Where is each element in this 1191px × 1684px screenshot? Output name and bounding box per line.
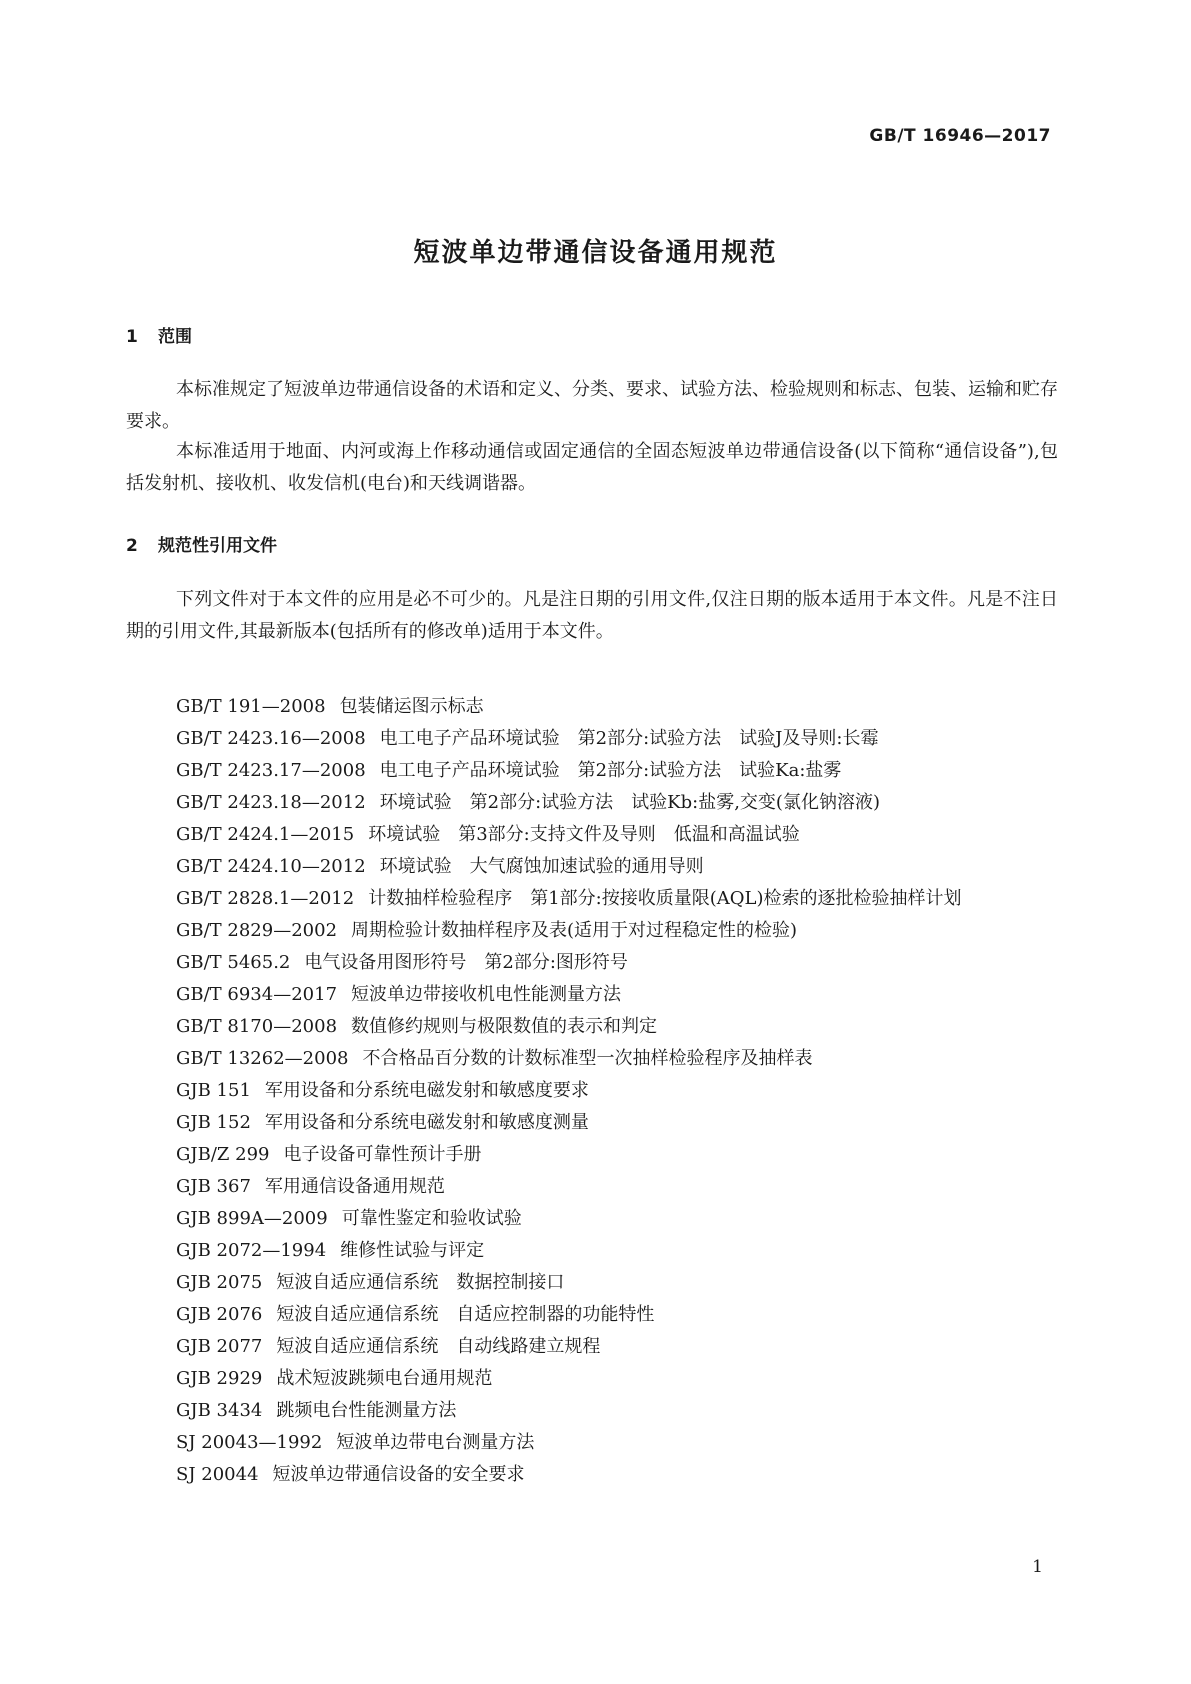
reference-code: GJB 3434 (176, 1400, 263, 1421)
reference-title: 短波单边带通信设备的安全要求 (272, 1464, 525, 1485)
section-heading-scope (126, 322, 192, 347)
reference-code: SJ 20044 (176, 1464, 259, 1485)
reference-code: GB/T 8170—2008 (176, 1016, 338, 1037)
reference-title: 短波单边带接收机电性能测量方法 (351, 984, 622, 1005)
section-number: 1 (126, 327, 138, 347)
reference-code: GJB 367 (176, 1176, 251, 1197)
reference-title: 环境试验 大气腐蚀加速试验的通用导则 (379, 856, 704, 877)
reference-code: GB/T 6934—2017 (176, 984, 338, 1005)
reference-code: GJB 2072—1994 (176, 1240, 327, 1261)
reference-code: GJB 899A—2009 (176, 1208, 328, 1229)
reference-item (126, 1235, 1058, 1267)
section-heading-normative-references (126, 531, 277, 556)
reference-title: 环境试验 第2部分:试验方法 试验Kb:盐雾,交变(氯化钠溶液) (379, 792, 880, 813)
reference-item (126, 755, 1058, 787)
page-number: 1 (1032, 1557, 1043, 1577)
reference-item (126, 1395, 1058, 1427)
reference-title: 军用设备和分系统电磁发射和敏感度要求 (264, 1080, 589, 1101)
reference-item (126, 1363, 1058, 1395)
reference-title: 数值修约规则与极限数值的表示和判定 (351, 1016, 658, 1037)
reference-code: GB/T 2423.16—2008 (176, 728, 366, 749)
reference-list (126, 691, 1058, 1491)
section-title: 范围 (158, 327, 192, 347)
reference-item (126, 1459, 1058, 1491)
reference-title: 环境试验 第3部分:支持文件及导则 低温和高温试验 (368, 824, 800, 845)
reference-code: GJB 151 (176, 1080, 251, 1101)
reference-item (126, 819, 1058, 851)
reference-title: 战术短波跳频电台通用规范 (276, 1368, 493, 1389)
reference-title: 电工电子产品环境试验 第2部分:试验方法 试验J及导则:长霉 (379, 728, 879, 749)
reference-title: 跳频电台性能测量方法 (276, 1400, 457, 1421)
reference-item (126, 723, 1058, 755)
reference-item (126, 1299, 1058, 1331)
document-title: 短波单边带通信设备通用规范 (413, 238, 778, 268)
reference-title: 短波自适应通信系统 自适应控制器的功能特性 (276, 1304, 655, 1325)
reference-item (126, 1267, 1058, 1299)
reference-item (126, 979, 1058, 1011)
reference-item (126, 1139, 1058, 1171)
reference-title: 电工电子产品环境试验 第2部分:试验方法 试验Ka:盐雾 (379, 760, 842, 781)
section-number: 2 (126, 536, 138, 556)
reference-item (126, 851, 1058, 883)
reference-item (126, 947, 1058, 979)
reference-item (126, 1331, 1058, 1363)
reference-item (126, 1203, 1058, 1235)
reference-item (126, 1075, 1058, 1107)
reference-item (126, 1043, 1058, 1075)
standard-number: GB/T 16946—2017 (869, 126, 1051, 146)
reference-item (126, 1171, 1058, 1203)
reference-title: 短波自适应通信系统 自动线路建立规程 (276, 1336, 601, 1357)
reference-code: GB/T 2424.1—2015 (176, 824, 355, 845)
reference-item (126, 883, 1058, 915)
reference-title: 电气设备用图形符号 第2部分:图形符号 (304, 952, 628, 973)
reference-code: GJB 2075 (176, 1272, 263, 1293)
reference-code: GB/T 5465.2 (176, 952, 291, 973)
reference-code: GB/T 2424.10—2012 (176, 856, 366, 877)
reference-code: GB/T 2828.1—2012 (176, 888, 355, 909)
reference-title: 计数抽样检验程序 第1部分:按接收质量限(AQL)检索的逐批检验抽样计划 (368, 888, 962, 909)
reference-title: 可靠性鉴定和验收试验 (341, 1208, 522, 1229)
reference-title: 电子设备可靠性预计手册 (283, 1144, 482, 1165)
reference-code: SJ 20043—1992 (176, 1432, 323, 1453)
reference-title: 短波单边带电台测量方法 (336, 1432, 535, 1453)
reference-item (126, 691, 1058, 723)
reference-code: GJB 2077 (176, 1336, 263, 1357)
reference-item (126, 915, 1058, 947)
reference-code: GJB 2929 (176, 1368, 263, 1389)
reference-title: 军用通信设备通用规范 (264, 1176, 445, 1197)
reference-code: GB/T 2423.18—2012 (176, 792, 366, 813)
reference-title: 包装储运图示标志 (339, 696, 484, 717)
reference-title: 短波自适应通信系统 数据控制接口 (276, 1272, 565, 1293)
references-intro-paragraph: 下列文件对于本文件的应用是必不可少的。凡是注日期的引用文件,仅注日期的版本适用于本文件。凡是不注日期的引用文件,其最新版本(包括所有的修改单)适用于本文件。 (126, 589, 1058, 642)
reference-code: GJB/Z 299 (176, 1144, 270, 1165)
reference-code: GB/T 13262—2008 (176, 1048, 349, 1069)
section-title: 规范性引用文件 (158, 536, 277, 556)
reference-code: GB/T 2423.17—2008 (176, 760, 366, 781)
scope-paragraph: 本标准适用于地面、内河或海上作移动通信或固定通信的全固态短波单边带通信设备(以下简称“通信设备”),包括发射机、接收机、收发信机(电台)和天线调谐器。 (126, 441, 1058, 494)
reference-title: 周期检验计数抽样程序及表(适用于对过程稳定性的检验) (351, 920, 798, 941)
reference-code: GJB 152 (176, 1112, 251, 1133)
reference-item (126, 1427, 1058, 1459)
reference-title: 维修性试验与评定 (340, 1240, 485, 1261)
scope-paragraph: 本标准规定了短波单边带通信设备的术语和定义、分类、要求、试验方法、检验规则和标志、包装、运输和贮存要求。 (126, 379, 1058, 432)
reference-title: 不合格品百分数的计数标准型一次抽样检验程序及抽样表 (362, 1048, 813, 1069)
reference-item (126, 1107, 1058, 1139)
reference-item (126, 787, 1058, 819)
reference-code: GB/T 2829—2002 (176, 920, 338, 941)
reference-code: GB/T 191—2008 (176, 696, 326, 717)
reference-code: GJB 2076 (176, 1304, 263, 1325)
reference-item (126, 1011, 1058, 1043)
reference-title: 军用设备和分系统电磁发射和敏感度测量 (264, 1112, 589, 1133)
